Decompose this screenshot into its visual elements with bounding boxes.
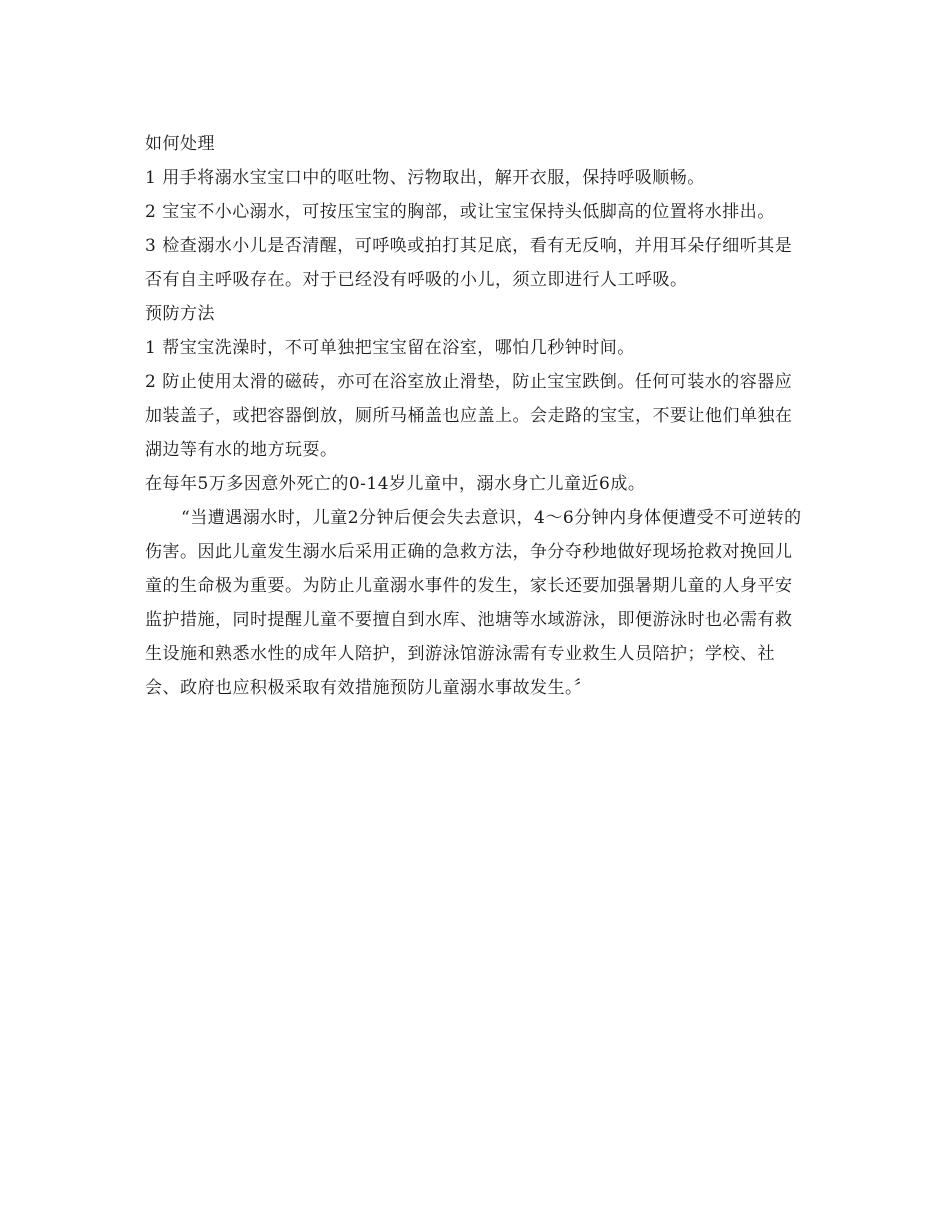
heading-prevention: 预防方法: [145, 304, 215, 324]
heading-handling: 如何处理: [145, 134, 215, 154]
prevention-item-1: 1 帮宝宝洗澡时，不可单独把宝宝留在浴室，哪怕几秒钟时间。: [145, 338, 635, 358]
prevention-item-2: 2 防止使用太滑的磁砖，亦可在浴室放止滑垫，防止宝宝跌倒。任何可装水的容器应加装盖子，或把容器倒放，厕所马桶盖也应盖上。会走路的宝宝，不要让他们单独在湖边等有水的地方玩耍。: [145, 372, 793, 460]
quote-paragraph: “当遭遇溺水时，儿童2分钟后便会失去意识，4～6分钟内身体便遭受不可逆转的伤害。因此儿童发生溺水后采用正确的急救方法，争分夺秒地做好现场抢救对挽回儿童的生命极为重要。为防止儿童溺水事件的发生，家长还要加强暑期儿童的人身平安监护措施，同时提醒儿童不要擅自到水库、池塘等水域游泳，即便游泳时也必需有救生设施和熟悉水性的成年人陪护，到游泳馆游泳需有专业救生人员陪护；学校、社会、政府也应积极采取有效措施预防儿童溺水事故发生。〞: [145, 508, 802, 698]
handling-step-3: 3 检查溺水小儿是否清醒，可呼唤或拍打其足底，看有无反响，并用耳朵仔细听其是否有自主呼吸存在。对于已经没有呼吸的小儿，须立即进行人工呼吸。: [145, 236, 793, 290]
handling-step-2: 2 宝宝不小心溺水，可按压宝宝的胸部，或让宝宝保持头低脚高的位置将水排出。: [145, 202, 775, 222]
document-body: [145, 127, 805, 705]
statistic-paragraph: 在每年5万多因意外死亡的0-14岁儿童中，溺水身亡儿童近6成。: [145, 474, 646, 494]
handling-step-1: 1 用手将溺水宝宝口中的呕吐物、污物取出，解开衣服，保持呼吸顺畅。: [145, 168, 705, 188]
